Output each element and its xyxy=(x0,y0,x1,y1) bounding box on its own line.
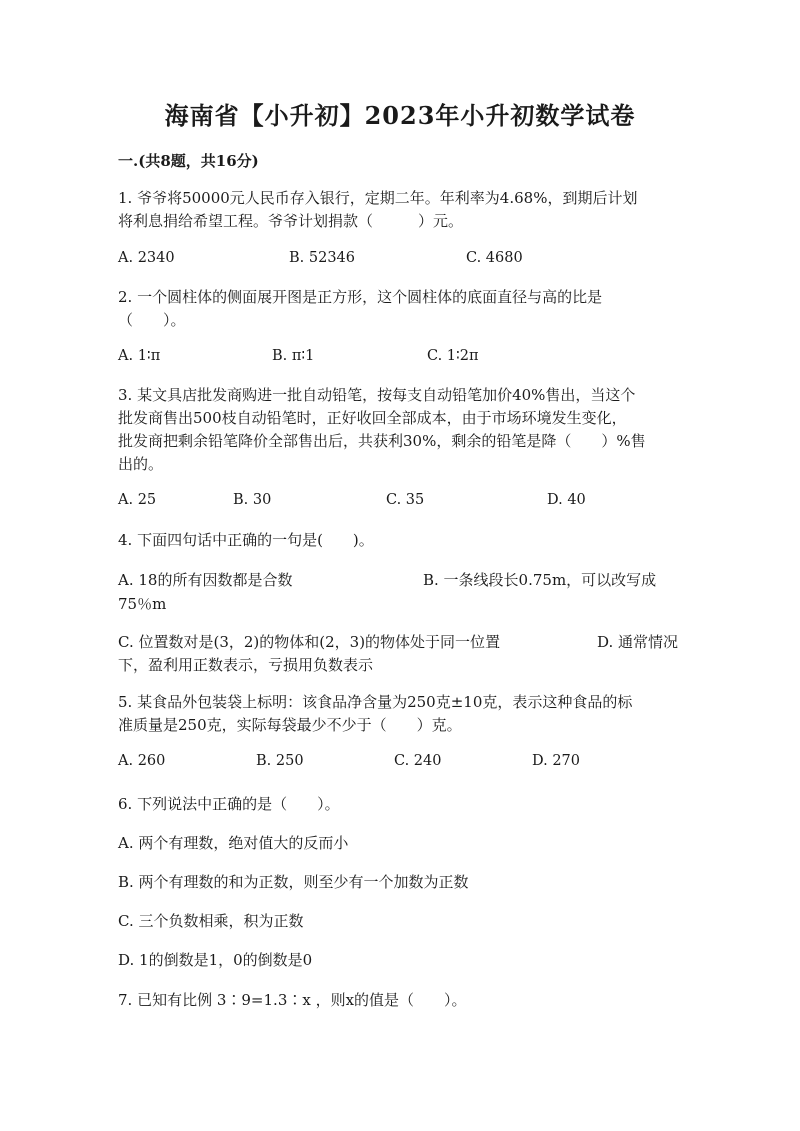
question-3-line-1: 3. 某文具店批发商购进一批自动铅笔，按每支自动铅笔加价40%售出，当这个 xyxy=(118,386,636,404)
question-4-option-b: B. 一条线段长0.75m，可以改写成 xyxy=(423,571,657,589)
question-3-option-d: D. 40 xyxy=(547,492,586,508)
question-1-option-a: A. 2340 xyxy=(118,250,175,266)
question-5-line-2: 准质量是250克，实际每袋最少不少于（ ）克。 xyxy=(118,716,462,734)
question-5-option-b: B. 250 xyxy=(256,753,304,769)
question-5-option-c: C. 240 xyxy=(394,753,442,769)
question-6-option-b: B. 两个有理数的和为正数，则至少有一个加数为正数 xyxy=(118,873,469,891)
question-3-line-2: 批发商售出500枝自动铅笔时，正好收回全部成本，由于市场环境发生变化， xyxy=(118,409,627,427)
question-5-option-a: A. 260 xyxy=(118,753,166,769)
question-4-option-a: A. 18的所有因数都是合数 xyxy=(118,571,293,589)
question-3-option-a: A. 25 xyxy=(118,492,157,508)
question-2-line-1: 2. 一个圆柱体的侧面展开图是正方形，这个圆柱体的底面直径与高的比是 xyxy=(118,288,603,306)
question-4-option-b-cont: 75％m xyxy=(118,595,167,613)
question-4-line-1: 4. 下面四句话中正确的一句是( )。 xyxy=(118,531,374,549)
question-1-option-c: C. 4680 xyxy=(466,250,523,266)
question-1-line-2: 将利息捐给希望工程。爷爷计划捐款（ ）元。 xyxy=(118,212,464,230)
question-7-line-1: 7. 已知有比例 3∶9=1.3∶x ，则x的值是（ ）。 xyxy=(118,991,467,1009)
question-5-line-1: 5. 某食品外包装袋上标明：该食品净含量为250克±10克，表示这种食品的标 xyxy=(118,693,633,711)
question-5-option-d: D. 270 xyxy=(532,753,581,769)
question-1-line-1: 1. 爷爷将50000元人民币存入银行，定期二年。年利率为4.68%，到期后计划 xyxy=(118,189,638,207)
question-3-line-4: 出的。 xyxy=(118,455,164,473)
question-2-option-b: B. π∶1 xyxy=(272,348,315,364)
question-4-option-d: D. 通常情况 xyxy=(597,633,679,651)
question-6-option-c: C. 三个负数相乘，积为正数 xyxy=(118,912,304,930)
question-3-option-c: C. 35 xyxy=(386,492,425,508)
question-6-line-1: 6. 下列说法中正确的是（ ）。 xyxy=(118,795,340,813)
question-6-option-d: D. 1的倒数是1，0的倒数是0 xyxy=(118,951,313,969)
question-4-option-d-cont: 下，盈利用正数表示，亏损用负数表示 xyxy=(118,656,374,674)
question-6-option-a: A. 两个有理数，绝对值大的反而小 xyxy=(118,834,349,852)
question-3-option-b: B. 30 xyxy=(233,492,272,508)
question-2-option-a: A. 1∶π xyxy=(118,348,161,364)
section-heading: 一.(共8题，共16分) xyxy=(118,152,259,170)
question-1-option-b: B. 52346 xyxy=(289,250,356,266)
question-3-line-3: 批发商把剩余铅笔降价全部售出后，共获利30%，剩余的铅笔是降（ ）%售 xyxy=(118,432,646,450)
question-2-option-c: C. 1∶2π xyxy=(427,348,479,364)
exam-title: 海南省【小升初】2023年小升初数学试卷 xyxy=(164,101,636,130)
question-2-line-2: （ ）。 xyxy=(118,311,186,329)
question-4-option-c: C. 位置数对是(3，2)的物体和(2，3)的物体处于同一位置 xyxy=(118,633,501,651)
